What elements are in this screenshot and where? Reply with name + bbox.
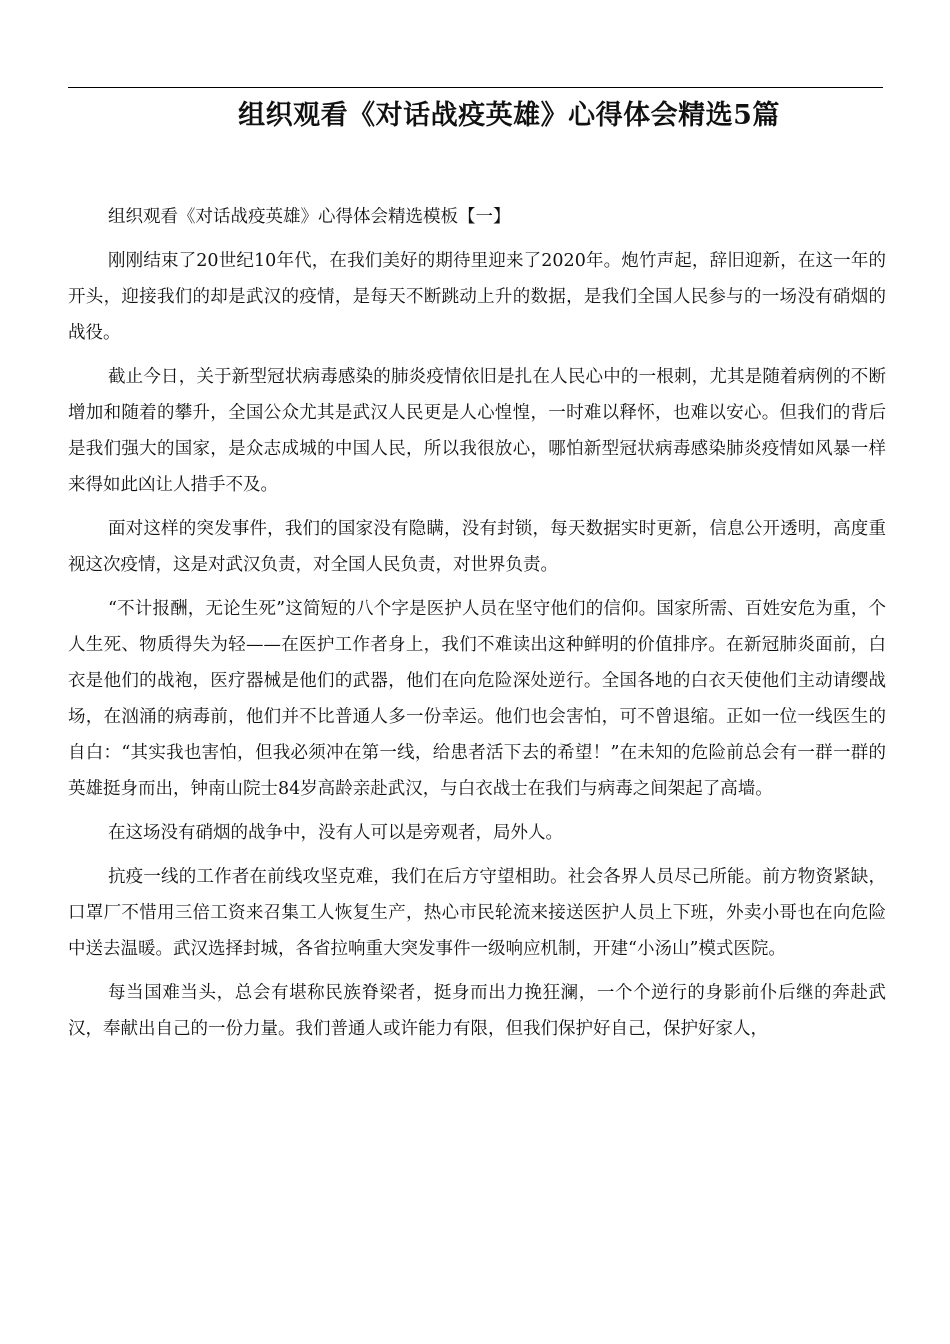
paragraph-7: 每当国难当头，总会有堪称民族脊梁者，挺身而出力挽狂澜，一个个逆行的身影前仆后继的奔赴武汉，奉献出自己的一份力量。我们普通人或许能力有限，但我们保护好自己，保护好家人， xyxy=(68,983,886,1039)
paragraph-3: 面对这样的突发事件，我们的国家没有隐瞒，没有封锁，每天数据实时更新，信息公开透明，高度重视这次疫情，这是对武汉负责，对全国人民负责，对世界负责。 xyxy=(68,519,886,575)
paragraph-4: “不计报酬，无论生死”这简短的八个字是医护人员在坚守他们的信仰。国家所需、百姓安危为重，个人生死、物质得失为轻——在医护工作者身上，我们不难读出这种鲜明的价值排序。在新冠肺炎面前，白衣是他们的战袍，医疗器械是他们的武器，他们在向危险深处逆行。全国各地的白衣天使他们主动请缨战场，在汹涌的病毒前，他们并不比普通人多一份幸运。他们也会害怕，可不曾退缩。正如一位一线医生的自白：“其实我也害怕，但我必须冲在第一线，给患者活下去的希望！”在未知的危险前总会有一群一群的英雄挺身而出，钟南山院士84岁高龄亲赴武汉，与白衣战士在我们与病毒之间架起了高墙。 xyxy=(68,599,886,799)
document-title: 组织观看《对话战疫英雄》心得体会精选5篇 xyxy=(238,100,780,131)
paragraph-5: 在这场没有硝烟的战争中，没有人可以是旁观者，局外人。 xyxy=(108,823,563,843)
header-rule xyxy=(68,87,883,88)
section-subheading: 组织观看《对话战疫英雄》心得体会精选模板【一】 xyxy=(108,207,511,227)
document-body xyxy=(68,199,886,1055)
paragraph-2: 截止今日，关于新型冠状病毒感染的肺炎疫情依旧是扎在人民心中的一根刺，尤其是随着病例的不断增加和随着的攀升，全国公众尤其是武汉人民更是人心惶惶，一时难以释怀，也难以安心。但我们的背后是我们强大的国家，是众志成城的中国人民，所以我很放心，哪怕新型冠状病毒感染肺炎疫情如风暴一样来得如此凶让人措手不及。 xyxy=(68,367,886,495)
paragraph-1: 刚刚结束了20世纪10年代，在我们美好的期待里迎来了2020年。炮竹声起，辞旧迎新，在这一年的开头，迎接我们的却是武汉的疫情，是每天不断跳动上升的数据，是我们全国人民参与的一场没有硝烟的战役。 xyxy=(68,251,886,343)
paragraph-6: 抗疫一线的工作者在前线攻坚克难，我们在后方守望相助。社会各界人员尽己所能。前方物资紧缺，口罩厂不惜用三倍工资来召集工人恢复生产，热心市民轮流来接送医护人员上下班，外卖小哥也在向危险中送去温暖。武汉选择封城，各省拉响重大突发事件一级响应机制，开建“小汤山”模式医院。 xyxy=(68,867,886,959)
